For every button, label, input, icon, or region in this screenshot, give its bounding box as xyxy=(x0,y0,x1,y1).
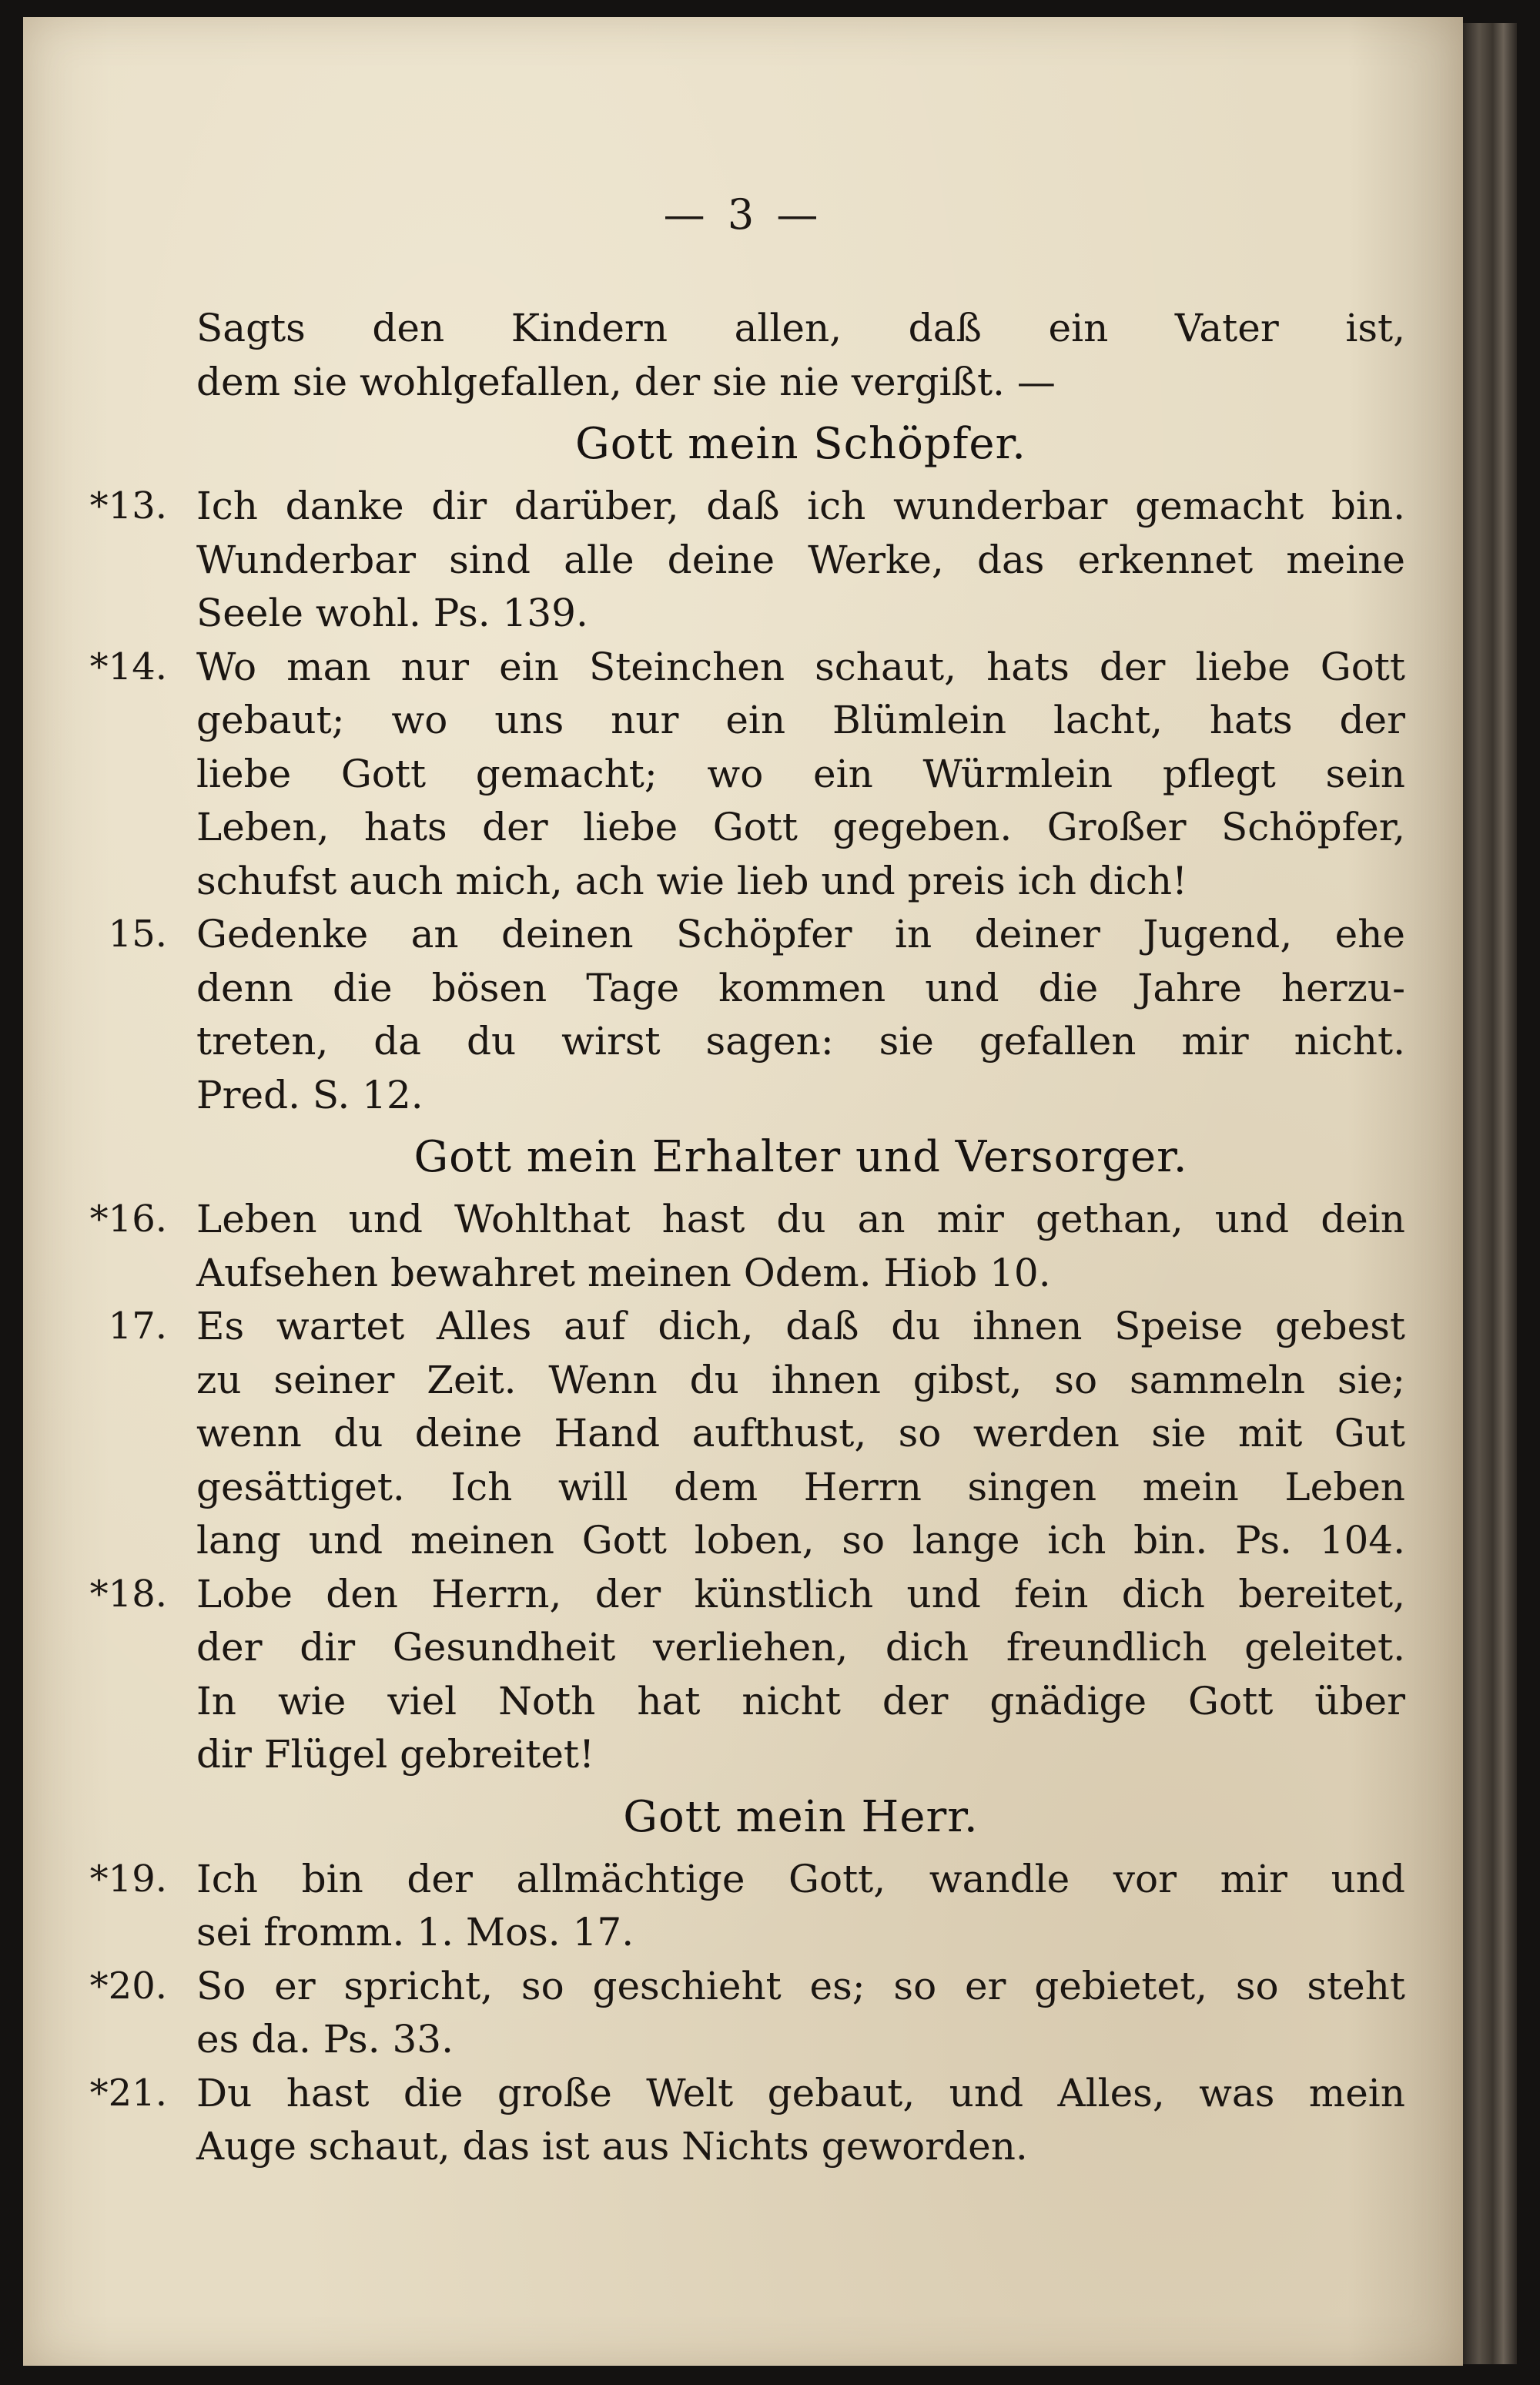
text-line: Du hast die große Welt gebaut, und Alles, was mein xyxy=(196,2070,1405,2115)
text-line: treten, da du wirst sagen: sie gefallen mir nicht. xyxy=(196,1019,1405,1064)
text-line: Ich danke dir darüber, daß ich wunderbar gemacht bin. xyxy=(196,484,1405,528)
text-line: Seele wohl. Ps. 139. xyxy=(196,591,588,635)
section-heading: Gott mein Schöpfer. xyxy=(575,419,1026,469)
text-line: zu seiner Zeit. Wenn du ihnen gibst, so sammeln sie; xyxy=(196,1357,1405,1402)
text-line: Aufsehen bewahret meinen Odem. Hiob 10. xyxy=(196,1250,1051,1295)
text-line: In wie viel Noth hat nicht der gnädige Gott über xyxy=(196,1678,1405,1723)
text-line: Wo man nur ein Steinchen schaut, hats der liebe Gott xyxy=(196,644,1405,689)
verse-entry xyxy=(89,1568,1405,1782)
verse-entry xyxy=(89,1853,1405,1960)
text-line: gesättiget. Ich will dem Herrn singen mein Leben xyxy=(196,1464,1405,1509)
verse-number: *20. xyxy=(89,1964,167,2008)
verse-number: *16. xyxy=(89,1198,167,1241)
book-page xyxy=(23,17,1463,2366)
verse-number: *19. xyxy=(89,1857,167,1901)
page-number: — 3 — xyxy=(663,190,823,239)
text-line: Lobe den Herrn, der künstlich und fein dich bereitet, xyxy=(196,1571,1405,1616)
verse-number: *14. xyxy=(89,645,167,688)
text-line: es da. Ps. 33. xyxy=(196,2017,454,2062)
text-line: denn die bösen Tage kommen und die Jahre herzu- xyxy=(196,965,1405,1010)
verse-number: *13. xyxy=(89,484,167,528)
text-line: Wunderbar sind alle deine Werke, das erkennet meine xyxy=(196,537,1405,582)
page-text xyxy=(89,302,1405,2174)
verse-entry xyxy=(108,1300,1405,1568)
text-line: Gedenke an deinen Schöpfer in deiner Jugend, ehe xyxy=(196,912,1405,956)
text-line: dir Flügel gebreitet! xyxy=(196,1732,595,1777)
text-line: wenn du deine Hand aufthust, so werden sie mit Gut xyxy=(196,1411,1405,1455)
text-line: lang und meinen Gott loben, so lange ich bin. Ps. 104. xyxy=(196,1518,1405,1563)
text-line: sei fromm. 1. Mos. 17. xyxy=(196,1910,634,1955)
verse-entry xyxy=(89,1960,1405,2067)
verse-entry xyxy=(89,1193,1405,1300)
book-page-edge xyxy=(1463,23,1517,2364)
verse-number: *21. xyxy=(89,2071,167,2115)
verse-entry xyxy=(89,480,1405,641)
text-line: dem sie wohlgefallen, der sie nie vergißt. — xyxy=(196,359,1056,404)
text-line: Es wartet Alles auf dich, daß du ihnen Speise gebest xyxy=(196,1304,1405,1348)
text-line: Pred. S. 12. xyxy=(196,1072,424,1117)
text-line: Leben und Wohlthat hast du an mir gethan, und dein xyxy=(196,1197,1405,1241)
text-line: So er spricht, so geschieht es; so er gebietet, so steht xyxy=(196,1963,1405,2008)
verse-entry xyxy=(108,908,1405,1122)
verse-number: 17. xyxy=(108,1305,167,1348)
text-line: Auge schaut, das ist aus Nichts geworden. xyxy=(196,2124,1028,2169)
section-heading: Gott mein Erhalter und Versorger. xyxy=(413,1132,1188,1182)
verse-entry xyxy=(89,2067,1405,2174)
section-heading: Gott mein Herr. xyxy=(623,1791,979,1842)
verse-number: 15. xyxy=(108,913,167,956)
text-line: der dir Gesundheit verliehen, dich freundlich geleitet. xyxy=(196,1625,1405,1670)
verse-entry xyxy=(89,641,1405,909)
text-line: Ich bin der allmächtige Gott, wandle vor mir und xyxy=(196,1856,1405,1901)
text-line: schufst auch mich, ach wie lieb und preis ich dich! xyxy=(196,858,1188,903)
intro-verse xyxy=(196,302,1405,409)
verse-number: *18. xyxy=(89,1572,167,1616)
text-line: Leben, hats der liebe Gott gegeben. Großer Schöpfer, xyxy=(196,805,1405,849)
text-line: Sagts den Kindern allen, daß ein Vater ist, xyxy=(196,306,1405,350)
text-line: gebaut; wo uns nur ein Blümlein lacht, hats der xyxy=(196,698,1405,742)
text-line: liebe Gott gemacht; wo ein Würmlein pflegt sein xyxy=(196,751,1405,796)
